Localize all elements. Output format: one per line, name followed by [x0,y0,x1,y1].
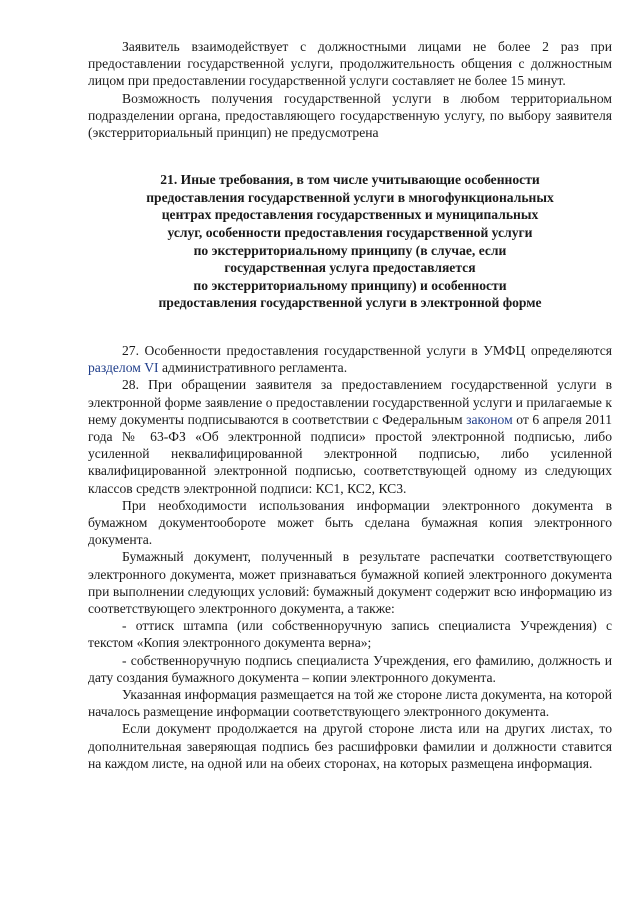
paragraph-paper-document: Бумажный документ, полученный в результате распечатки соответствующего электронного документа, может признаваться бумажной копией электронного документа при выполнении следующих условий: бумажный документ содержит всю информацию из соответствующего электронного документа, а также: [88,549,612,617]
section-21-heading [88,171,612,312]
heading-line: услуг, особенности предоставления государственной услуги [167,225,533,240]
paragraph-paper-copy: При необходимости использования информации электронного документа в бумажном документообороте может быть сделана бумажная копия электронного документа. [88,497,612,548]
heading-line: государственная услуга предоставляется [224,260,476,276]
paragraph-28: 28. При обращении заявителя за предоставлением государственной услуги в электронной форме заявление о предоставлении государственной услуги и прилагаемые к нему документы подписываются в соответствии с Федеральным законом от 6 апреля 2011 года № 63-ФЗ «Об электронной подписи» простой электронной подписью, либо усиленной неквалифицированной электронной подписью, либо усиленной квалифицированной электронной подписью, соответствующей одному из следующих классов средств электронной подписи: КС1, КС2, КС3. [88,377,612,496]
heading-line: предоставления государственной услуги в многофункциональных [146,189,554,205]
paragraph-continuation: Если документ продолжается на другой стороне листа или на других листах, то дополнительная заверяющая подпись без расшифровки фамилии и должности ставится на каждом листе, на одной или на обеих сторонах, на которых размещена информация. [88,721,612,771]
paragraph-interaction-limit: Заявитель взаимодействует с должностными лицами не более 2 раз при предоставлении государственной услуги, продолжительность общения с должностным лицом при предоставлении государственной услуги составляет не более 15 минут. [88,39,612,89]
paragraph-info-placement: Указанная информация размещается на той же стороне листа документа, на которой началось размещение информации соответствующего электронного документа. [88,687,612,720]
paragraph-stamp-item: - оттиск штампа (или собственноручную запись специалиста Учреждения) с текстом «Копия электронного документа верна»; [88,618,612,651]
paragraph-signature-item: - собственноручную подпись специалиста Учреждения, его фамилию, должность и дату создания бумажного документа – копии электронного документа. [88,652,612,685]
paragraph-27: 27. Особенности предоставления государственной услуги в УМФЦ определяются разделом VI административного регламента. [88,342,612,376]
paragraph-extraterritorial: Возможность получения государственной услуги в любом территориальном подразделении органа, предоставляющего государственную услугу, по выбору заявителя (экстерриториальный принцип) не предусмотрена [88,90,612,141]
heading-line: 21. Иные требования, в том числе учитывающие особенности [160,172,540,188]
heading-line: центрах предоставления государственных и муниципальных [161,207,539,223]
federal-law-link[interactable]: законом [466,411,513,427]
heading-line: по экстерриториальному принципу) и особенности [193,277,507,293]
section-vi-link[interactable]: разделом VI [88,360,159,376]
heading-line: предоставления государственной услуги в электронной форме [158,295,542,311]
heading-line: по экстерриториальному принципу (в случае, если [193,242,507,258]
